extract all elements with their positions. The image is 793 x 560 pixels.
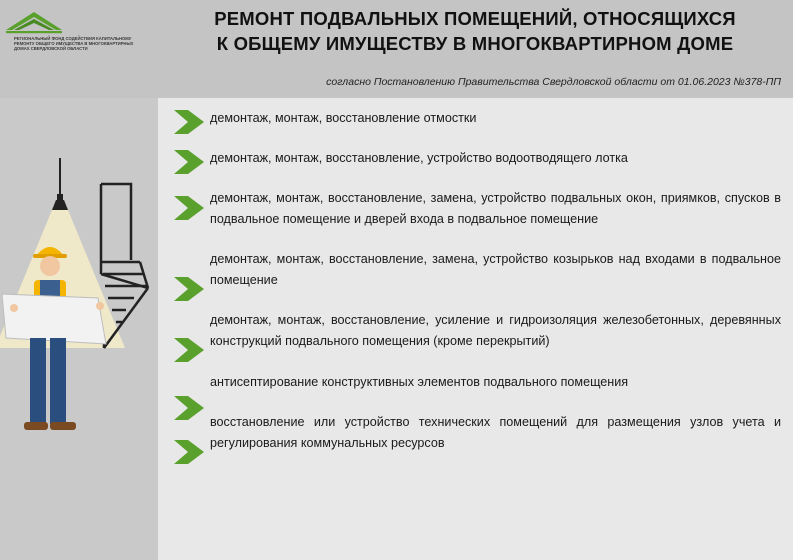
list-item-text: антисептирование конструктивных элементов подвального помещения <box>210 375 629 389</box>
header <box>0 0 793 98</box>
chevron-right-icon <box>174 110 204 134</box>
logo-line: ДОМАХ СВЕРДЛОВСКОЙ ОБЛАСТИ <box>14 46 88 51</box>
lamp-icon <box>52 158 68 210</box>
list-item-text: демонтаж, монтаж, восстановление, усиление и гидроизоляция железобетонных, деревянных конструкций подвального помещения (кроме перекрытий) <box>210 313 781 348</box>
list-item-text: демонтаж, монтаж, восстановление, замена, устройство козырьков над входами в подвальное помещение <box>210 252 781 287</box>
chevron-right-icon <box>174 338 204 362</box>
chevron-right-icon <box>174 196 204 220</box>
logo <box>4 6 134 56</box>
logo-text <box>14 36 134 51</box>
logo-line: РЕМОНТУ ОБЩЕГО ИМУЩЕСТВА В МНОГОКВАРТИРНЫХ <box>14 41 134 46</box>
house-logo-icon <box>4 6 64 36</box>
logo-line: РЕГИОНАЛЬНЫЙ ФОНД СОДЕЙСТВИЯ КАПИТАЛЬНОМУ <box>14 36 132 41</box>
title-line-2: К ОБЩЕМУ ИМУЩЕСТВУ В МНОГОКВАРТИРНОМ ДОМЕ <box>216 33 734 54</box>
chevron-right-icon <box>174 150 204 174</box>
subtitle: согласно Постановлению Правительства Свердловской области от 01.06.2023 №378-ПП <box>326 76 781 88</box>
list-item-text: восстановление или устройство технических помещений для размещения узлов учета и регулирования коммунальных ресурсов <box>210 415 781 450</box>
list-item-text: демонтаж, монтаж, восстановление отмостки <box>210 111 477 125</box>
illustration-panel <box>0 98 155 560</box>
content-panel <box>158 98 793 560</box>
list-item-text: демонтаж, монтаж, восстановление, устройство водоотводящего лотка <box>210 151 628 165</box>
page-title <box>205 6 745 56</box>
list-item-text: демонтаж, монтаж, восстановление, замена, устройство подвальных окон, приямков, спусков в подвальное помещение и дверей входа в подвальное помещение <box>210 191 781 226</box>
chevron-right-icon <box>174 396 204 420</box>
chevron-right-icon <box>174 440 204 464</box>
title-line-1: РЕМОНТ ПОДВАЛЬНЫХ ПОМЕЩЕНИЙ, ОТНОСЯЩИХСЯ <box>214 8 736 29</box>
chevron-right-icon <box>174 277 204 301</box>
worker-illustration <box>0 98 155 560</box>
